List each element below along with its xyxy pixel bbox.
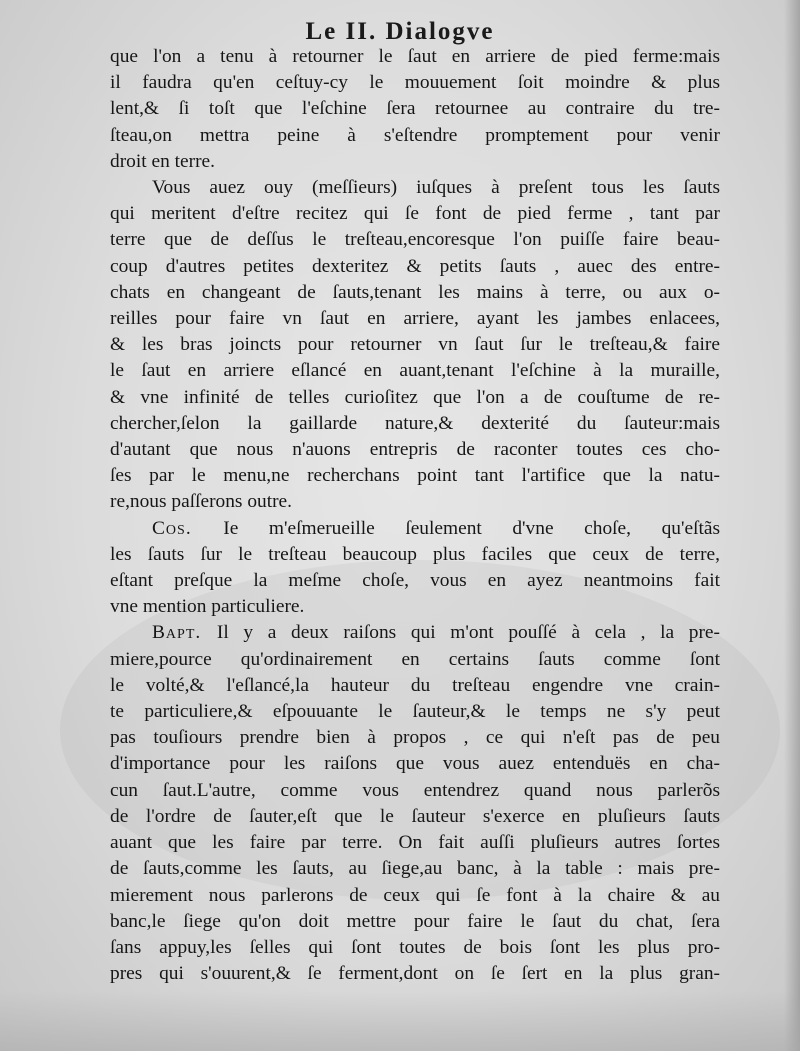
line-text: Ie m'eſmerueille ſeulement d'vne choſe, qu'eſtãs: [223, 517, 720, 539]
line-text: Vous auez ouy (meſſieurs) iuſques à preſent tous les ſauts: [152, 177, 720, 199]
line-text: les ſauts ſur le treſteau beaucoup plus faciles que ceux de terre,: [110, 543, 720, 565]
line-text: banc,le ſiege qu'on doit mettre pour faire le ſaut du chat, ſera: [110, 910, 720, 932]
line-text: cun ſaut.L'autre, comme vous entendrez quand nous parlerõs: [110, 779, 720, 801]
text-line: [110, 149, 720, 175]
line-text: de l'ordre de ſauter,eſt que le ſauteur s'exerce en pluſieurs ſauts: [110, 805, 720, 827]
text-line: [110, 175, 720, 201]
line-text: droit en terre.: [110, 150, 215, 172]
line-text: auant que les faire par terre. On fait auſſi pluſieurs autres ſortes: [110, 832, 720, 854]
text-line: [110, 673, 720, 699]
text-line: [110, 751, 720, 777]
line-text: le volté,& l'eſlancé,la hauteur du treſteau engendre vne crain-: [110, 674, 720, 696]
speaker-name: Bapt.: [152, 622, 217, 644]
text-line: [110, 804, 720, 830]
text-line: [110, 699, 720, 725]
text-line: [110, 935, 720, 961]
text-line: [110, 70, 720, 96]
line-text: & vne infinité de telles curioſitez que l'on a de couſtume de re-: [110, 386, 720, 408]
text-line: [110, 594, 720, 620]
page-edge-shadow: [784, 0, 800, 1051]
line-text: il faudra qu'en ceſtuy-cy le mouuement ſoit moindre & plus: [110, 72, 720, 94]
text-line: [110, 489, 720, 515]
text-line: [110, 358, 720, 384]
line-text: te particuliere,& eſpouuante le ſauteur,& le temps ne s'y peut: [110, 701, 720, 723]
line-text: le ſaut en arriere eſlancé en auant,tenant l'eſchine à la muraille,: [110, 360, 720, 382]
line-text: miere,pource qu'ordinairement en certains ſauts comme ſont: [110, 648, 720, 670]
line-text: lent,& ſi toſt que l'eſchine ſera retournee au contraire du tre-: [110, 98, 720, 120]
line-text: mierement nous parlerons de ceux qui ſe font à la chaire & au: [110, 884, 720, 906]
line-text: reilles pour faire vn ſaut en arriere, ayant les jambes enlacees,: [110, 308, 720, 330]
text-line: [110, 883, 720, 909]
line-text: coup d'autres petites dexteritez & petits ſauts , auec des entre-: [110, 255, 720, 277]
text-line: [110, 123, 720, 149]
text-line: [110, 778, 720, 804]
text-line: [110, 725, 720, 751]
speaker-name: Cos.: [152, 517, 224, 539]
text-line: [110, 437, 720, 463]
text-line: [110, 516, 720, 542]
text-line: [110, 332, 720, 358]
line-text: chats en changeant de ſauts,tenant les mains à terre, ou aux o-: [110, 281, 720, 303]
text-line: [110, 909, 720, 935]
text-line: [110, 280, 720, 306]
line-text: re,nous paſſerons outre.: [110, 491, 293, 513]
line-text: Il y a deux raiſons qui m'ont pouſſé à cela , la pre-: [216, 622, 720, 644]
line-text: chercher,ſelon la gaillarde nature,& dexterité du ſauteur:mais: [110, 412, 720, 434]
text-line: [110, 44, 720, 70]
text-line: [110, 201, 720, 227]
text-line: [110, 961, 720, 987]
running-head: Le II. Dialogve: [305, 18, 495, 45]
text-line: [110, 254, 720, 280]
line-text: & les bras joincts pour retourner vn ſaut ſur le treſteau,& faire: [110, 334, 720, 356]
line-text: vne mention particuliere.: [110, 596, 305, 618]
line-text: de ſauts,comme les ſauts, au ſiege,au banc, à la table : mais pre-: [110, 858, 720, 880]
page-bottom-shadow: [0, 991, 800, 1051]
text-line: [110, 647, 720, 673]
text-line: [110, 542, 720, 568]
text-line: [110, 830, 720, 856]
line-text: qui meritent d'eſtre recitez qui ſe font de pied ferme , tant par: [110, 203, 720, 225]
text-line: [110, 385, 720, 411]
line-text: pres qui s'ouurent,& ſe ferment,dont on ſe ſert en la plus gran-: [110, 963, 720, 985]
text-line: [110, 411, 720, 437]
text-line: [110, 856, 720, 882]
text-line: [110, 306, 720, 332]
text-line: [110, 463, 720, 489]
text-line: [110, 568, 720, 594]
line-text: pas touſiours prendre bien à propos , ce qui n'eſt pas de peu: [110, 727, 720, 749]
line-text: terre que de deſſus le treſteau,encoresque l'on puiſſe faire beau-: [110, 229, 720, 251]
text-line: [110, 96, 720, 122]
line-text: eſtant preſque la meſme choſe, vous en ayez neantmoins fait: [110, 570, 720, 592]
line-text: ſans appuy,les ſelles qui ſont toutes de bois ſont les plus pro-: [110, 936, 720, 958]
line-text: d'importance pour les raiſons que vous auez entenduës en cha-: [110, 753, 720, 775]
line-text: ſes par le menu,ne recherchans point tant l'artifice que la natu-: [110, 465, 720, 487]
line-text: que l'on a tenu à retourner le ſaut en arriere de pied ferme:mais: [110, 46, 720, 67]
line-text: d'autant que nous n'auons entrepris de raconter toutes ces cho-: [110, 439, 720, 461]
text-line: [110, 620, 720, 646]
line-text: ſteau,on mettra peine à s'eſtendre promptement pour venir: [110, 124, 720, 146]
text-line: [110, 227, 720, 253]
body-text: [110, 44, 720, 987]
